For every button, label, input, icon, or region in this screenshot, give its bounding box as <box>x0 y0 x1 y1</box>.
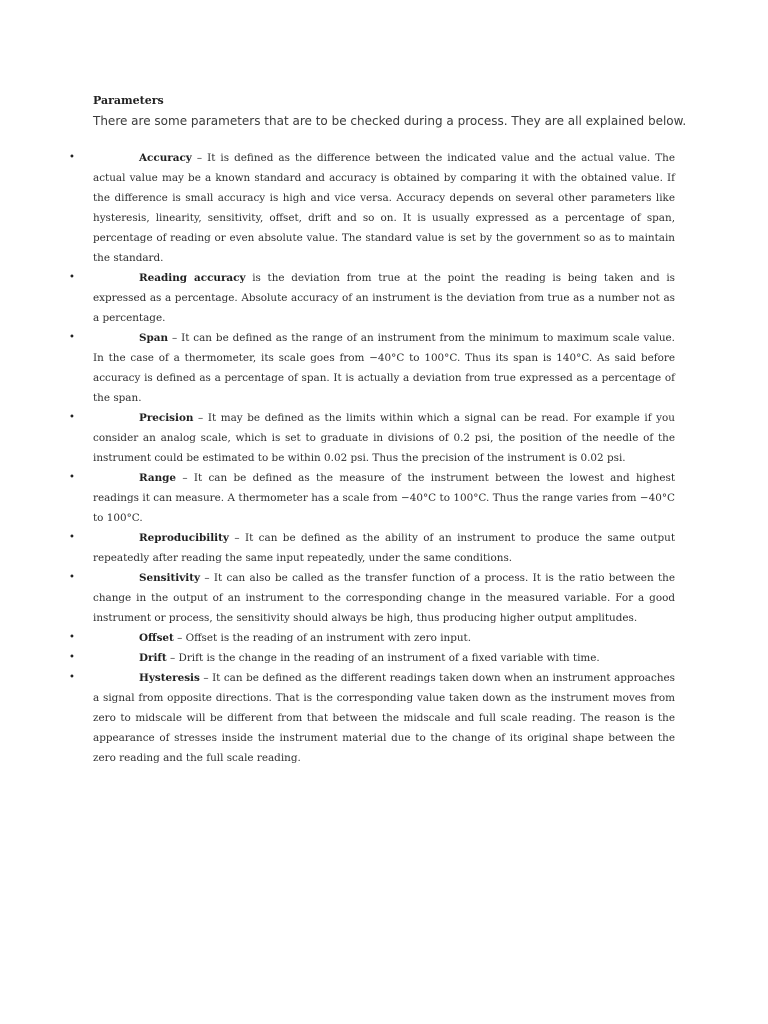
term-sensitivity: Sensitivity <box>139 572 201 584</box>
section-heading: Parameters <box>93 94 164 107</box>
list-item-accuracy <box>69 148 675 268</box>
list-item-offset <box>69 628 675 648</box>
term-span: Span <box>139 332 169 344</box>
bullet-icon: • <box>69 532 75 543</box>
list-item-span <box>69 328 675 408</box>
term-reading-accuracy: Reading accuracy <box>139 272 246 284</box>
term-accuracy: Accuracy <box>139 152 192 164</box>
bullet-icon: • <box>69 272 75 283</box>
bullet-icon: • <box>69 472 75 483</box>
definition-sensitivity: – It can also be called as the transfer function of a process. It is the ratio between the change in the output of an instrument to the corresponding change in the measured variable. For a good instrument or process, the sensitivity should always be high, thus producing higher output amplitudes. <box>93 572 675 624</box>
term-precision: Precision <box>139 412 194 424</box>
parameter-list <box>69 148 675 768</box>
term-drift: Drift <box>139 652 167 664</box>
bullet-icon: • <box>69 412 75 423</box>
definition-hysteresis: – It can be defined as the different readings taken down when an instrument approaches a signal from opposite directions. That is the corresponding value taken down as the instrument moves from zero to midscale will be different from that between the midscale and full scale reading. The reason is the appearance of stresses inside the instrument material due to the change of its original shape between the zero reading and the full scale reading. <box>93 672 675 764</box>
list-item-sensitivity <box>69 568 675 628</box>
definition-reproducibility: – It can be defined as the ability of an instrument to produce the same output repeatedly after reading the same input repeatedly, under the same conditions. <box>93 532 675 564</box>
definition-precision: – It may be defined as the limits within which a signal can be read. For example if you consider an analog scale, which is set to graduate in divisions of 0.2 psi, the position of the needle of the instrument could be estimated to be within 0.02 psi. Thus the precision of the instrument is 0.02 psi. <box>93 412 675 464</box>
definition-range: – It can be defined as the measure of the instrument between the lowest and highest readings it can measure. A thermometer has a scale from −40°C to 100°C. Thus the range varies from −40°C to 100°C. <box>93 472 675 524</box>
bullet-icon: • <box>69 152 75 163</box>
list-item-precision <box>69 408 675 468</box>
list-item-range <box>69 468 675 528</box>
definition-accuracy: – It is defined as the difference between the indicated value and the actual value. The actual value may be a known standard and accuracy is obtained by comparing it with the obtained value. If the difference is small accuracy is high and vice versa. Accuracy depends on several other parameters like hysteresis, linearity, sensitivity, offset, drift and so on. It is usually expressed as a percentage of span, percentage of reading or even absolute value. The standard value is set by the government so as to maintain the standard. <box>93 152 675 264</box>
definition-drift: – Drift is the change in the reading of an instrument of a fixed variable with time. <box>166 652 600 664</box>
definition-offset: – Offset is the reading of an instrument with zero input. <box>173 632 472 644</box>
list-item-drift <box>69 648 675 668</box>
definition-reading-accuracy: is the deviation from true at the point the reading is being taken and is expressed as a percentage. Absolute accuracy of an instrument is the deviation from true as a number not as a percentage. <box>93 272 675 324</box>
term-reproducibility: Reproducibility <box>139 532 229 544</box>
intro-paragraph: There are some parameters that are to be checked during a process. They are all explained below. <box>93 114 687 128</box>
term-offset: Offset <box>139 632 174 644</box>
definition-span: – It can be defined as the range of an instrument from the minimum to maximum scale value. In the case of a thermometer, its scale goes from −40°C to 100°C. Thus its span is 140°C. As said before accuracy is defined as a percentage of span. It is actually a deviation from true expressed as a percentage of the span. <box>93 332 675 404</box>
bullet-icon: • <box>69 672 75 683</box>
term-range: Range <box>139 472 177 484</box>
term-hysteresis: Hysteresis <box>139 672 200 684</box>
bullet-icon: • <box>69 652 75 663</box>
list-item-reproducibility <box>69 528 675 568</box>
list-item-hysteresis <box>69 668 675 768</box>
bullet-icon: • <box>69 332 75 343</box>
list-item-reading-accuracy <box>69 268 675 328</box>
bullet-icon: • <box>69 632 75 643</box>
bullet-icon: • <box>69 572 75 583</box>
